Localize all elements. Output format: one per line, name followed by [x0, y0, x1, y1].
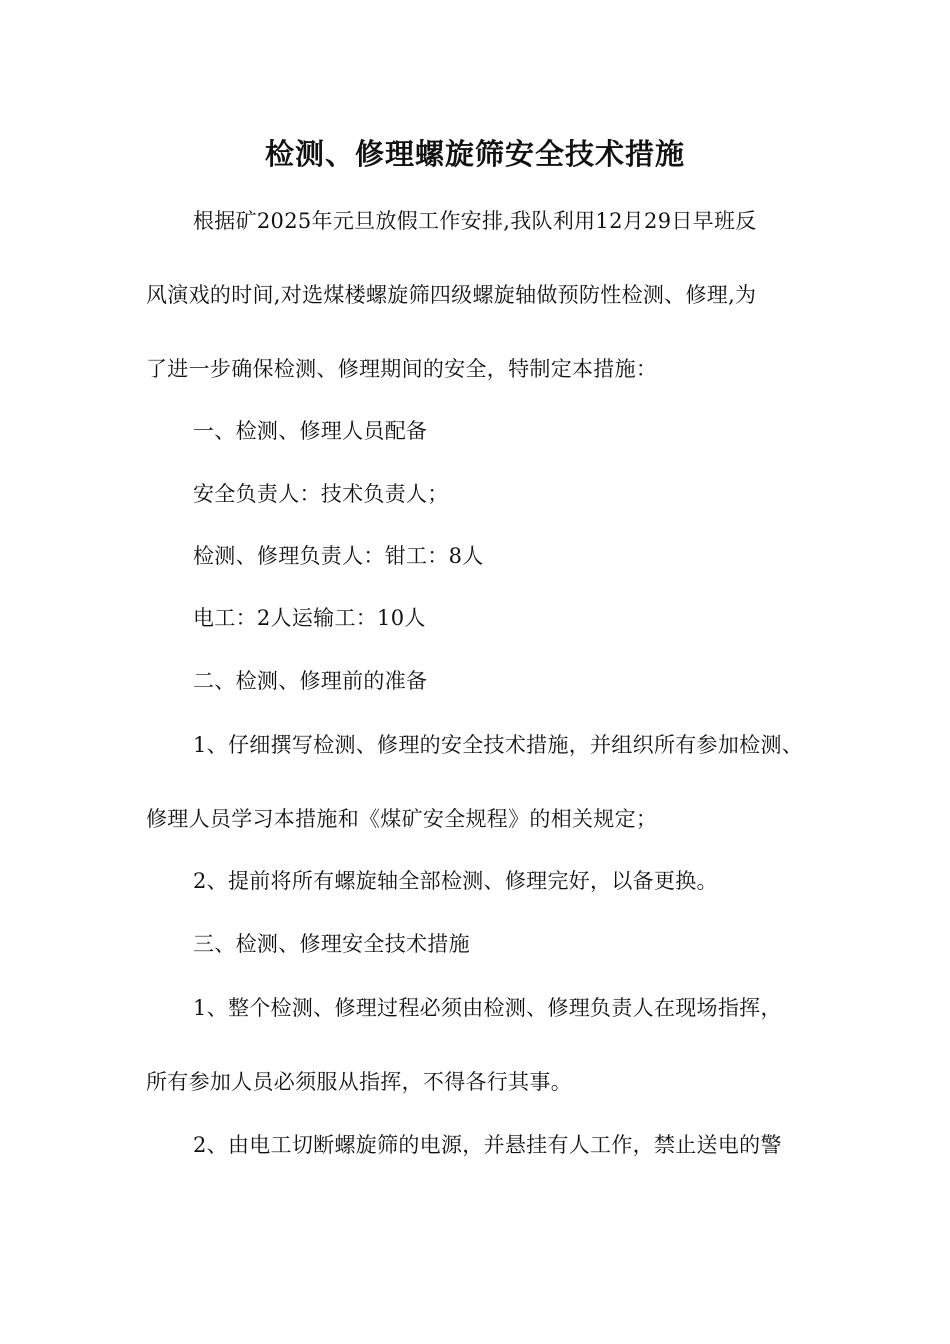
- measure-item-2-line-1: 2、由电工切断螺旋筛的电源，并悬挂有人工作，禁止送电的警: [193, 1133, 782, 1157]
- prep-item-1-line-1: 1、仔细撰写检测、修理的安全技术措施，并组织所有参加检测、: [193, 733, 804, 757]
- paragraph-intro-line-1: 根据矿2025年元旦放假工作安排,我队利用12月29日早班反: [193, 209, 757, 233]
- section-heading-1: 一、检测、修理人员配备: [193, 419, 428, 443]
- repair-lead-line: 检测、修理负责人：钳工：8人: [193, 544, 484, 568]
- prep-item-1-line-2: 修理人员学习本措施和《煤矿安全规程》的相关规定；: [146, 807, 658, 831]
- section-heading-3: 三、检测、修理安全技术措施: [193, 932, 470, 956]
- paragraph-intro-line-3: 了进一步确保检测、修理期间的安全，特制定本措施：: [146, 357, 658, 381]
- prep-item-2: 2、提前将所有螺旋轴全部检测、修理完好，以备更换。: [193, 869, 718, 893]
- document-title: 检测、修理螺旋筛安全技术措施: [264, 137, 685, 171]
- measure-item-1-line-2: 所有参加人员必须服从指挥，不得各行其事。: [146, 1070, 572, 1094]
- measure-item-1-line-1: 1、整个检测、修理过程必须由检测、修理负责人在现场指挥，: [193, 996, 782, 1020]
- staff-count-line: 电工：2人运输工：10人: [193, 606, 426, 630]
- section-heading-2: 二、检测、修理前的准备: [193, 669, 428, 693]
- paragraph-intro-line-2: 风演戏的时间,对选煤楼螺旋筛四级螺旋轴做预防性检测、修理,为: [146, 283, 757, 307]
- safety-lead-line: 安全负责人：技术负责人；: [193, 482, 449, 506]
